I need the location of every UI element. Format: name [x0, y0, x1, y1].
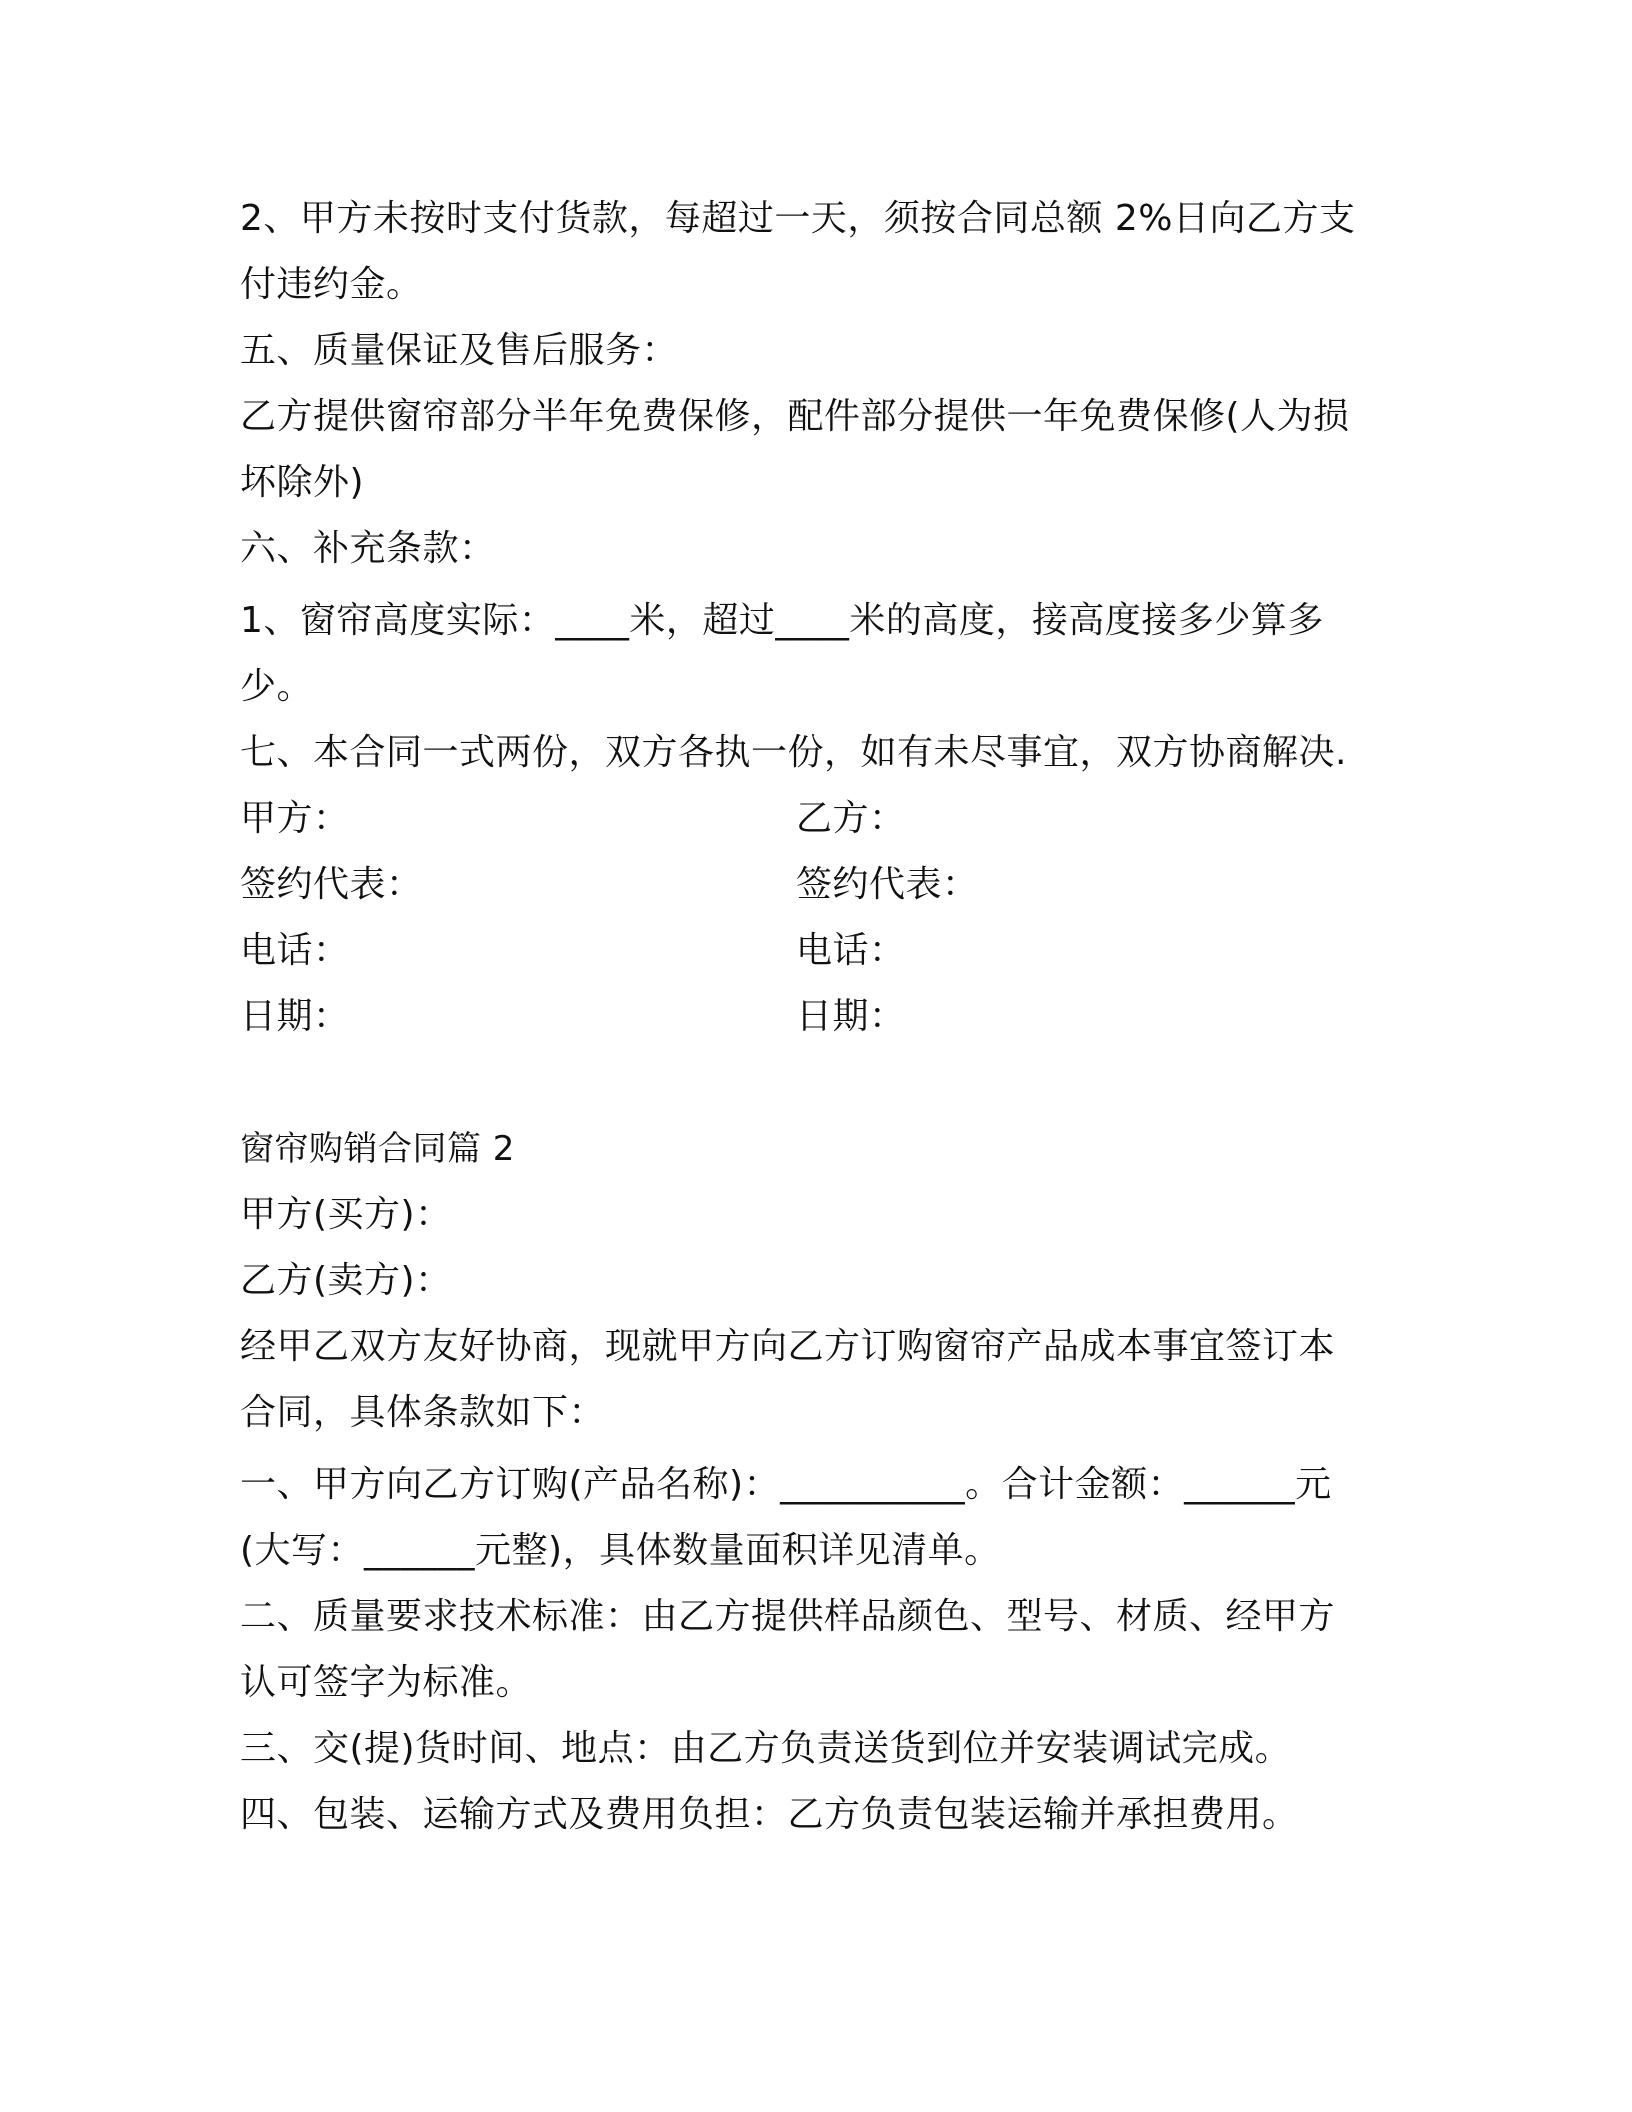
clause-3: 三、交(提)货时间、地点：由乙方负责送货到位并安装调试完成。: [240, 1728, 1292, 1769]
contract-2-intro: 经甲乙双方友好协商，现就甲方向乙方订购窗帘产品成本事宜签订本: [240, 1326, 1336, 1367]
section-6-item-1-continued: 少。: [240, 666, 314, 707]
party-a-label: 甲方：: [240, 798, 350, 839]
penalty-clause: 2、甲方未按时支付货款，每超过一天，须按合同总额 2%日向乙方支: [240, 198, 1356, 239]
seller-label: 乙方(卖方)：: [240, 1260, 452, 1301]
section-6-item-1: 1、窗帘高度实际：____米，超过____米的高度，接高度接多少算多: [240, 600, 1324, 641]
section-7: 七、本合同一式两份，双方各执一份，如有未尽事宜，双方协商解决.: [240, 732, 1347, 773]
buyer-label: 甲方(买方)：: [240, 1194, 452, 1235]
clause-1: 一、甲方向乙方订购(产品名称)：__________。合计金额：______元: [240, 1464, 1332, 1505]
clause-2: 二、质量要求技术标准：由乙方提供样品颜色、型号、材质、经甲方: [240, 1596, 1336, 1637]
clause-4: 四、包装、运输方式及费用负担：乙方负责包装运输并承担费用。: [240, 1794, 1299, 1835]
contract-2-title: 窗帘购销合同篇 2: [240, 1129, 515, 1169]
representative-b-label: 签约代表：: [796, 864, 979, 905]
date-a-label: 日期：: [240, 996, 350, 1037]
contract-2-intro-continued: 合同，具体条款如下：: [240, 1392, 606, 1433]
phone-b-label: 电话：: [796, 930, 906, 971]
phone-a-label: 电话：: [240, 930, 350, 971]
representative-a-label: 签约代表：: [240, 864, 423, 905]
clause-1-continued: (大写：______元整)，具体数量面积详见清单。: [240, 1530, 1001, 1571]
clause-2-continued: 认可签字为标准。: [240, 1662, 533, 1703]
party-b-label: 乙方：: [796, 798, 906, 839]
section-5-heading: 五、质量保证及售后服务：: [240, 330, 679, 371]
section-6-heading: 六、补充条款：: [240, 528, 496, 569]
penalty-clause-continued: 付违约金。: [240, 264, 423, 305]
section-5-body-continued: 坏除外): [240, 462, 365, 503]
date-b-label: 日期：: [796, 996, 906, 1037]
section-5-body: 乙方提供窗帘部分半年免费保修，配件部分提供一年免费保修(人为损: [240, 396, 1350, 437]
